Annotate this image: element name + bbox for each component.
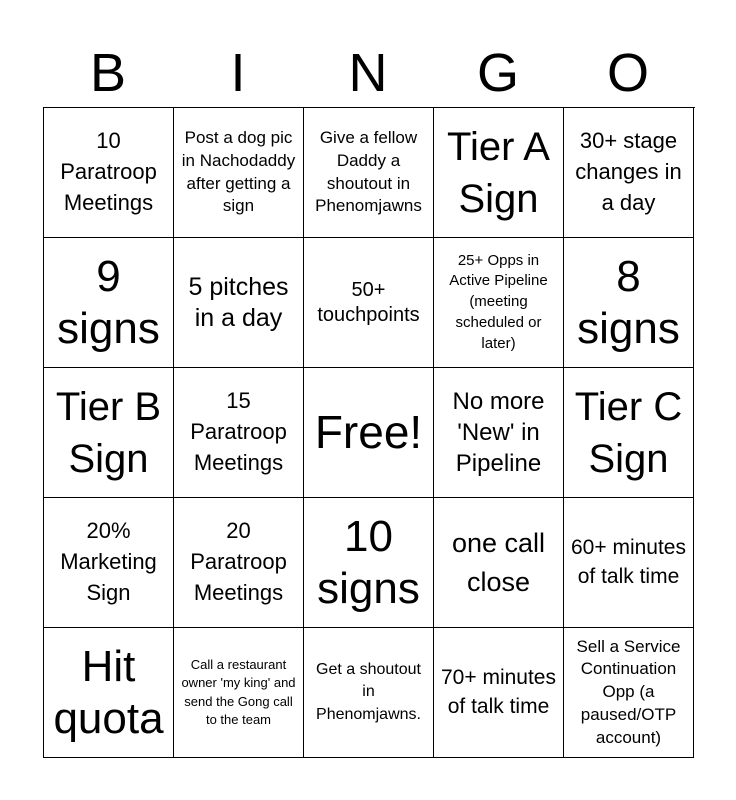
bingo-cell-r1c1[interactable] xyxy=(44,108,174,238)
cell-text: Give a fellow Daddy a shoutout in Phenomjawns xyxy=(315,127,422,216)
cell-text: 20% Marketing Sign xyxy=(60,518,157,605)
bingo-cell-r2c3[interactable] xyxy=(304,238,434,368)
bingo-cell-r5c5[interactable] xyxy=(564,628,694,758)
cell-text: Tier A Sign xyxy=(447,124,550,221)
cell-text: 30+ stage changes in a day xyxy=(575,128,682,215)
cell-text: Get a shoutout in Phenomjawns. xyxy=(316,660,421,723)
bingo-cell-r1c3[interactable] xyxy=(304,108,434,238)
cell-text: one call close xyxy=(451,528,546,597)
bingo-cell-r2c1[interactable] xyxy=(44,238,174,368)
bingo-cell-r1c5[interactable] xyxy=(564,108,694,238)
cell-text: Tier C Sign xyxy=(574,384,683,481)
bingo-cell-r4c5[interactable] xyxy=(564,498,694,628)
bingo-cell-r4c1[interactable] xyxy=(44,498,174,628)
cell-text: 8 signs xyxy=(577,251,680,353)
bingo-cell-r3c4[interactable] xyxy=(434,368,564,498)
header-letter-o: O xyxy=(606,43,649,103)
header-letter-b: B xyxy=(89,43,127,103)
bingo-cell-r2c2[interactable] xyxy=(174,238,304,368)
cell-text: 20 Paratroop Meetings xyxy=(190,518,287,605)
bingo-board xyxy=(43,107,695,758)
cell-text: Call a restaurant owner 'my king' and send the Gong call to the team xyxy=(181,656,296,727)
bingo-cell-r3c5[interactable] xyxy=(564,368,694,498)
bingo-cell-r5c2[interactable] xyxy=(174,628,304,758)
bingo-header xyxy=(43,38,693,108)
bingo-cell-r1c2[interactable] xyxy=(174,108,304,238)
header-letter-n: N xyxy=(348,43,388,103)
bingo-cell-r4c4[interactable] xyxy=(434,498,564,628)
bingo-cell-r3c1[interactable] xyxy=(44,368,174,498)
bingo-cell-r5c1[interactable] xyxy=(44,628,174,758)
cell-text: No more 'New' in Pipeline xyxy=(452,387,545,478)
cell-text: 50+ touchpoints xyxy=(317,278,420,326)
cell-text: 60+ minutes of talk time xyxy=(571,535,686,588)
bingo-cell-r3c3[interactable] xyxy=(304,368,434,498)
bingo-cell-r3c2[interactable] xyxy=(174,368,304,498)
cell-text: Post a dog pic in Nachodaddy after getting a sign xyxy=(181,127,296,216)
free-space: Free! xyxy=(314,406,423,459)
cell-text: Sell a Service Continuation Opp (a paused/OTP account) xyxy=(576,636,681,747)
cell-text: Hit quota xyxy=(53,641,164,743)
cell-text: 10 signs xyxy=(317,511,420,613)
header-letter-i: I xyxy=(230,43,246,103)
bingo-cell-r5c3[interactable] xyxy=(304,628,434,758)
bingo-cell-r4c2[interactable] xyxy=(174,498,304,628)
cell-text: 5 pitches in a day xyxy=(188,273,289,332)
cell-text: 15 Paratroop Meetings xyxy=(190,388,287,475)
bingo-cell-r4c3[interactable] xyxy=(304,498,434,628)
cell-text: Tier B Sign xyxy=(55,384,162,481)
bingo-cell-r1c4[interactable] xyxy=(434,108,564,238)
cell-text: 10 Paratroop Meetings xyxy=(60,128,157,215)
cell-text: 9 signs xyxy=(57,251,160,353)
bingo-cell-r2c5[interactable] xyxy=(564,238,694,368)
bingo-cell-r2c4[interactable] xyxy=(434,238,564,368)
header-letter-g: G xyxy=(476,43,519,103)
bingo-cell-r5c4[interactable] xyxy=(434,628,564,758)
cell-text: 70+ minutes of talk time xyxy=(441,665,556,718)
cell-text: 25+ Opps in Active Pipeline (meeting scheduled or later) xyxy=(449,251,548,352)
